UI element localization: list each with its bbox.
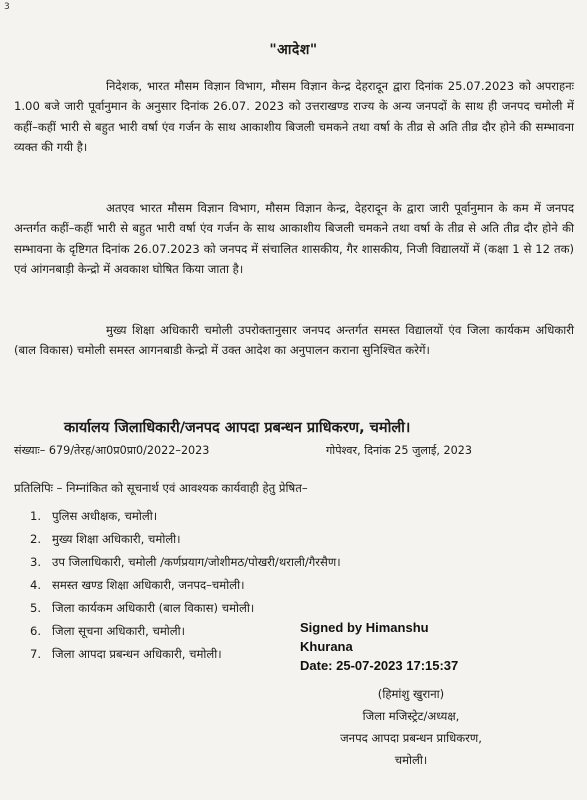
- paragraph-forecast-text: निदेशक, भारत मौसम विज्ञान विभाग, मौसम विज्ञान केन्द्र देहरादून द्वारा दिनांक 25.07.2023 को अपराहनः 1.00 बजे जारी पूर्वानुमान के अनुसार दिनांक 26.07. 2023 को उत्तराखण्ड राज्य के अन्य जनपदों के साथ ही जनपद चमोली में कहीं–कहीं भारी से बहुत भारी वर्षा एंव गर्जन के साथ आकाशीय बिजली चमकने तथा वर्षा के तीव्र से अति तीव्र दौर होने की सम्भावना व्यक्त की गयी है।: [14, 79, 574, 154]
- list-item: 5. जिला कार्यकम अधिकारी (बाल विकास) चमोली।: [30, 601, 255, 615]
- copy-to-list: [30, 509, 341, 670]
- signer-designation: जिला मजिस्ट्रेट/अध्यक्ष,: [362, 709, 460, 723]
- signer-place: चमोली।: [394, 753, 428, 767]
- office-line: कार्यालय जिलाधिकारी/जनपद आपदा प्रबन्धन प्राधिकरण, चमोली।: [64, 420, 411, 436]
- list-item: 1. पुलिस अधीक्षक, चमोली।: [30, 509, 158, 523]
- reference-number: संख्याः– 679/तेरह/आ0प्र0प्रा0/2022–2023: [14, 444, 210, 457]
- list-item: 6. जिला सूचना अधिकारी, चमोली।: [30, 624, 186, 638]
- paragraph-compliance: [14, 320, 574, 361]
- signature-line-1: Signed by Himanshu: [300, 620, 429, 635]
- corner-mark: 3: [4, 2, 10, 12]
- list-item: 2. मुख्य शिक्षा अधिकारी, चमोली।: [30, 532, 181, 546]
- signer-authority: जनपद आपदा प्रबन्धन प्राधिकरण,: [340, 731, 482, 745]
- signature-line-2: Khurana: [300, 639, 353, 654]
- list-item: 4. समस्त खण्ड शिक्षा अधिकारी, जनपद–चमोली।: [30, 578, 245, 592]
- signer-name: (हिमांशु खुराना): [377, 687, 445, 701]
- signature-date: Date: 25-07-2023 17:15:37: [300, 658, 459, 673]
- paragraph-compliance-text: मुख्य शिक्षा अधिकारी चमोली उपरोक्तानुसार जनपद अन्तर्गत समस्त विद्यालयों एंव जिला कार्यकम अधिकारी (बाल विकास) चमोली समस्त आगनबाडी केन्द्रो में उक्त आदेश का अनुपालन कराना सुनिश्चित करेगें।: [14, 323, 574, 358]
- reference-place-date: गोपेश्वर, दिनांक 25 जुलाई, 2023: [326, 444, 472, 457]
- paragraph-holiday: [14, 198, 574, 279]
- list-item: 7. जिला आपदा प्रबन्धन अधिकारी, चमोली।: [30, 647, 222, 661]
- copy-to-heading: प्रतिलिपिः – निम्नांकित को सूचनार्थ एवं आवश्यक कार्यवाही हेतु प्रेषित–: [14, 481, 308, 495]
- order-title: "आदेश": [269, 42, 318, 58]
- digital-signature: [300, 618, 530, 675]
- reference-line: [14, 443, 574, 458]
- paragraph-holiday-text: अतएव भारत मौसम विज्ञान विभाग, मौसम विज्ञान केन्द्र, देहरादून के द्वारा जारी पूर्वानुमान के कम में जनपद अन्तर्गत कहीं–कहीं भारी से बहुत भारी वर्षा एंव गर्जन के साथ आकाशीय बिजली चमकने तथा वर्षा के तीव्र से अति तीव्र दौर होने की सम्भावना के दृष्टिगत दिनांक 26.07.2023 को जनपद में संचालित शासकीय, गैर शासकीय, निजी विद्यालयों में (कक्षा 1 से 12 तक) एवं आंगनबाड़ी केन्द्रो में अवकाश घोषित किया जाता है।: [14, 201, 574, 276]
- list-item: 3. उप जिलाधिकारी, चमोली /कर्णप्रयाग/जोशीमठ/पोखरी/थराली/गैरसैण।: [30, 555, 341, 569]
- paragraph-forecast: [14, 76, 574, 157]
